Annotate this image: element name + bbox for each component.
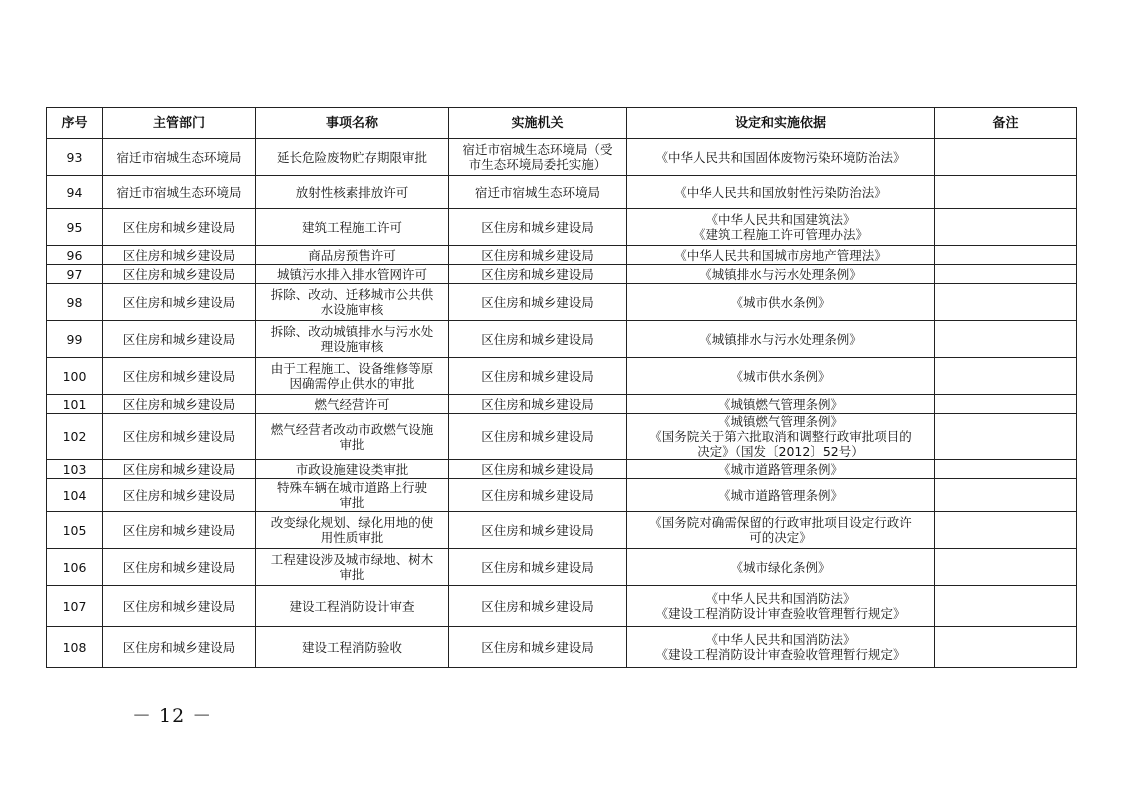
cell-item — [256, 265, 449, 284]
header-no: 序号 — [47, 108, 103, 139]
cell-no: 93 — [47, 139, 103, 176]
cell-item-line: 改变绿化规划、绿化用地的使 — [270, 515, 434, 530]
cell-basis-line: 《城市供水条例》 — [730, 294, 831, 310]
cell-note — [935, 139, 1077, 176]
cell-agency — [449, 549, 627, 586]
table-row — [47, 321, 1077, 358]
table-row — [47, 358, 1077, 395]
cell-item — [256, 395, 449, 414]
table-row — [47, 284, 1077, 321]
cell-note — [935, 395, 1077, 414]
cell-agency-line: 宿迁市宿城生态环境局 — [474, 184, 600, 200]
cell-dept: 区住房和城乡建设局 — [103, 414, 256, 460]
cell-item — [256, 549, 449, 586]
cell-basis-line: 《中华人民共和国消防法》 — [705, 591, 856, 606]
cell-no: 103 — [47, 460, 103, 479]
cell-item-line: 用性质审批 — [320, 530, 384, 545]
cell-agency — [449, 586, 627, 627]
cell-agency — [449, 176, 627, 209]
cell-item-line: 拆除、改动城镇排水与污水处 — [270, 324, 434, 339]
table-row — [47, 139, 1077, 176]
cell-note — [935, 414, 1077, 460]
table-row — [47, 479, 1077, 512]
cell-item-line: 城镇污水排入排水管网许可 — [276, 266, 427, 282]
cell-agency-line: 区住房和城乡建设局 — [481, 598, 594, 614]
cell-basis-line: 决定》（国发〔2012〕52号） — [697, 444, 864, 459]
cell-note — [935, 265, 1077, 284]
cell-agency — [449, 265, 627, 284]
cell-agency-line: 区住房和城乡建设局 — [481, 266, 594, 282]
cell-agency-line: 区住房和城乡建设局 — [481, 487, 594, 503]
cell-note — [935, 549, 1077, 586]
cell-agency-line: 区住房和城乡建设局 — [481, 639, 594, 655]
cell-dept: 区住房和城乡建设局 — [103, 265, 256, 284]
cell-basis-line: 《城市绿化条例》 — [730, 559, 831, 575]
cell-item-line: 燃气经营许可 — [314, 396, 390, 412]
cell-no: 100 — [47, 358, 103, 395]
cell-dept: 区住房和城乡建设局 — [103, 209, 256, 246]
cell-dept: 区住房和城乡建设局 — [103, 479, 256, 512]
cell-note — [935, 512, 1077, 549]
cell-no: 99 — [47, 321, 103, 358]
page-number: － 12 － — [132, 705, 213, 727]
cell-agency — [449, 321, 627, 358]
cell-agency-line: 区住房和城乡建设局 — [481, 429, 594, 444]
cell-basis-line: 《中华人民共和国建筑法》 — [705, 212, 856, 227]
cell-item-line: 水设施审核 — [320, 302, 384, 317]
header-agency: 实施机关 — [449, 108, 627, 139]
cell-no: 101 — [47, 395, 103, 414]
cell-dept: 区住房和城乡建设局 — [103, 460, 256, 479]
cell-note — [935, 321, 1077, 358]
cell-item — [256, 627, 449, 668]
cell-agency — [449, 246, 627, 265]
cell-basis-line: 《城市道路管理条例》 — [717, 461, 843, 477]
cell-basis-line: 《中华人民共和国城市房地产管理法》 — [674, 247, 887, 263]
cell-basis — [627, 627, 935, 668]
cell-no: 102 — [47, 414, 103, 460]
cell-basis-line: 《国务院对确需保留的行政审批项目设定行政许 — [649, 515, 912, 530]
cell-agency — [449, 395, 627, 414]
cell-agency — [449, 479, 627, 512]
cell-dept: 区住房和城乡建设局 — [103, 358, 256, 395]
cell-note — [935, 176, 1077, 209]
cell-agency-line: 区住房和城乡建设局 — [481, 368, 594, 384]
table-row — [47, 549, 1077, 586]
cell-agency-line: 区住房和城乡建设局 — [481, 294, 594, 310]
cell-item-line: 审批 — [339, 436, 365, 452]
cell-basis — [627, 209, 935, 246]
cell-no: 96 — [47, 246, 103, 265]
table-header-row — [47, 108, 1077, 139]
cell-item-line: 放射性核素排放许可 — [295, 184, 409, 200]
cell-item-line: 理设施审核 — [320, 339, 384, 354]
table-row — [47, 414, 1077, 460]
cell-basis-line: 《建设工程消防设计审查验收管理暂行规定》 — [655, 647, 906, 662]
cell-dept: 区住房和城乡建设局 — [103, 549, 256, 586]
cell-item-line: 由于工程施工、设备维修等原 — [270, 361, 434, 376]
table-body — [47, 139, 1077, 668]
cell-no: 104 — [47, 479, 103, 512]
cell-note — [935, 209, 1077, 246]
cell-item-line: 工程建设涉及城市绿地、树木 — [270, 552, 434, 567]
cell-agency-line: 区住房和城乡建设局 — [481, 461, 594, 477]
cell-basis — [627, 139, 935, 176]
cell-agency-line: 区住房和城乡建设局 — [481, 331, 594, 347]
cell-item — [256, 246, 449, 265]
cell-note — [935, 358, 1077, 395]
cell-note — [935, 284, 1077, 321]
cell-no: 94 — [47, 176, 103, 209]
cell-basis — [627, 395, 935, 414]
cell-agency-line: 区住房和城乡建设局 — [481, 522, 594, 538]
cell-item — [256, 512, 449, 549]
cell-item-line: 因确需停止供水的审批 — [289, 376, 415, 391]
cell-note — [935, 479, 1077, 512]
cell-note — [935, 627, 1077, 668]
cell-basis-line: 可的决定》 — [749, 530, 812, 545]
cell-no: 98 — [47, 284, 103, 321]
table-row — [47, 176, 1077, 209]
cell-basis-line: 《中华人民共和国固体废物污染环境防治法》 — [655, 149, 906, 165]
cell-agency — [449, 627, 627, 668]
cell-basis-line: 《城市道路管理条例》 — [717, 487, 843, 503]
cell-agency — [449, 284, 627, 321]
cell-agency-line: 宿迁市宿城生态环境局（受 — [462, 142, 613, 157]
cell-agency — [449, 139, 627, 176]
header-note: 备注 — [935, 108, 1077, 139]
cell-dept: 宿迁市宿城生态环境局 — [103, 176, 256, 209]
cell-basis-line: 《国务院关于第六批取消和调整行政审批项目的 — [649, 429, 912, 444]
table-row — [47, 395, 1077, 414]
cell-basis-line: 《中华人民共和国放射性污染防治法》 — [674, 184, 887, 200]
cell-item — [256, 414, 449, 460]
header-basis: 设定和实施依据 — [627, 108, 935, 139]
cell-agency-line: 市生态环境局委托实施） — [468, 157, 607, 172]
cell-basis — [627, 512, 935, 549]
cell-item — [256, 176, 449, 209]
cell-agency-line: 区住房和城乡建设局 — [481, 559, 594, 575]
cell-dept: 区住房和城乡建设局 — [103, 284, 256, 321]
cell-item — [256, 284, 449, 321]
cell-no: 108 — [47, 627, 103, 668]
cell-basis-line: 《建筑工程施工许可管理办法》 — [692, 227, 868, 242]
header-item: 事项名称 — [256, 108, 449, 139]
cell-item-line: 特殊车辆在城市道路上行驶 — [276, 480, 427, 495]
cell-basis-line: 《建设工程消防设计审查验收管理暂行规定》 — [655, 606, 906, 621]
cell-item-line: 审批 — [339, 495, 365, 510]
cell-dept: 区住房和城乡建设局 — [103, 246, 256, 265]
cell-dept: 区住房和城乡建设局 — [103, 586, 256, 627]
cell-basis — [627, 265, 935, 284]
cell-agency — [449, 358, 627, 395]
cell-dept: 区住房和城乡建设局 — [103, 627, 256, 668]
cell-item — [256, 479, 449, 512]
cell-item-line: 拆除、改动、迁移城市公共供 — [270, 287, 434, 302]
cell-no: 106 — [47, 549, 103, 586]
cell-note — [935, 460, 1077, 479]
table-row — [47, 246, 1077, 265]
cell-basis — [627, 284, 935, 321]
cell-item — [256, 358, 449, 395]
cell-basis-line: 《城镇排水与污水处理条例》 — [699, 266, 862, 282]
cell-basis-line: 《城镇燃气管理条例》 — [717, 396, 843, 412]
cell-agency — [449, 209, 627, 246]
cell-dept: 宿迁市宿城生态环境局 — [103, 139, 256, 176]
cell-basis — [627, 586, 935, 627]
cell-item-line: 建筑工程施工许可 — [301, 219, 402, 235]
cell-agency — [449, 512, 627, 549]
cell-item-line: 建设工程消防验收 — [301, 639, 402, 655]
cell-dept: 区住房和城乡建设局 — [103, 321, 256, 358]
cell-no: 105 — [47, 512, 103, 549]
cell-agency-line: 区住房和城乡建设局 — [481, 247, 594, 263]
cell-no: 95 — [47, 209, 103, 246]
header-dept: 主管部门 — [103, 108, 256, 139]
cell-item-line: 延长危险废物贮存期限审批 — [276, 149, 427, 165]
cell-basis — [627, 358, 935, 395]
cell-basis-line: 《城市供水条例》 — [730, 368, 831, 384]
cell-basis — [627, 321, 935, 358]
cell-note — [935, 246, 1077, 265]
cell-dept: 区住房和城乡建设局 — [103, 395, 256, 414]
cell-item — [256, 460, 449, 479]
cell-item-line: 市政设施建设类审批 — [295, 461, 409, 477]
cell-basis — [627, 549, 935, 586]
table-row — [47, 460, 1077, 479]
cell-item — [256, 209, 449, 246]
cell-basis-line: 《城镇排水与污水处理条例》 — [699, 331, 862, 347]
cell-agency — [449, 414, 627, 460]
cell-basis — [627, 176, 935, 209]
cell-item — [256, 139, 449, 176]
table-row — [47, 209, 1077, 246]
table-row — [47, 512, 1077, 549]
cell-no: 97 — [47, 265, 103, 284]
cell-basis — [627, 460, 935, 479]
table-row — [47, 265, 1077, 284]
cell-item-line: 审批 — [339, 567, 365, 582]
cell-basis — [627, 414, 935, 460]
cell-basis-line: 《城镇燃气管理条例》 — [717, 414, 843, 429]
cell-item — [256, 586, 449, 627]
cell-dept: 区住房和城乡建设局 — [103, 512, 256, 549]
cell-agency — [449, 460, 627, 479]
cell-item-line: 建设工程消防设计审查 — [289, 598, 415, 614]
cell-item — [256, 321, 449, 358]
cell-agency-line: 区住房和城乡建设局 — [481, 396, 594, 412]
cell-basis-line: 《中华人民共和国消防法》 — [705, 632, 856, 647]
cell-item-line: 燃气经营者改动市政燃气设施 — [270, 421, 434, 437]
approval-items-table — [46, 107, 1077, 668]
cell-no: 107 — [47, 586, 103, 627]
cell-basis — [627, 479, 935, 512]
cell-item-line: 商品房预售许可 — [308, 247, 396, 263]
cell-agency-line: 区住房和城乡建设局 — [481, 219, 594, 235]
table-row — [47, 586, 1077, 627]
cell-note — [935, 586, 1077, 627]
cell-basis — [627, 246, 935, 265]
table-row — [47, 627, 1077, 668]
